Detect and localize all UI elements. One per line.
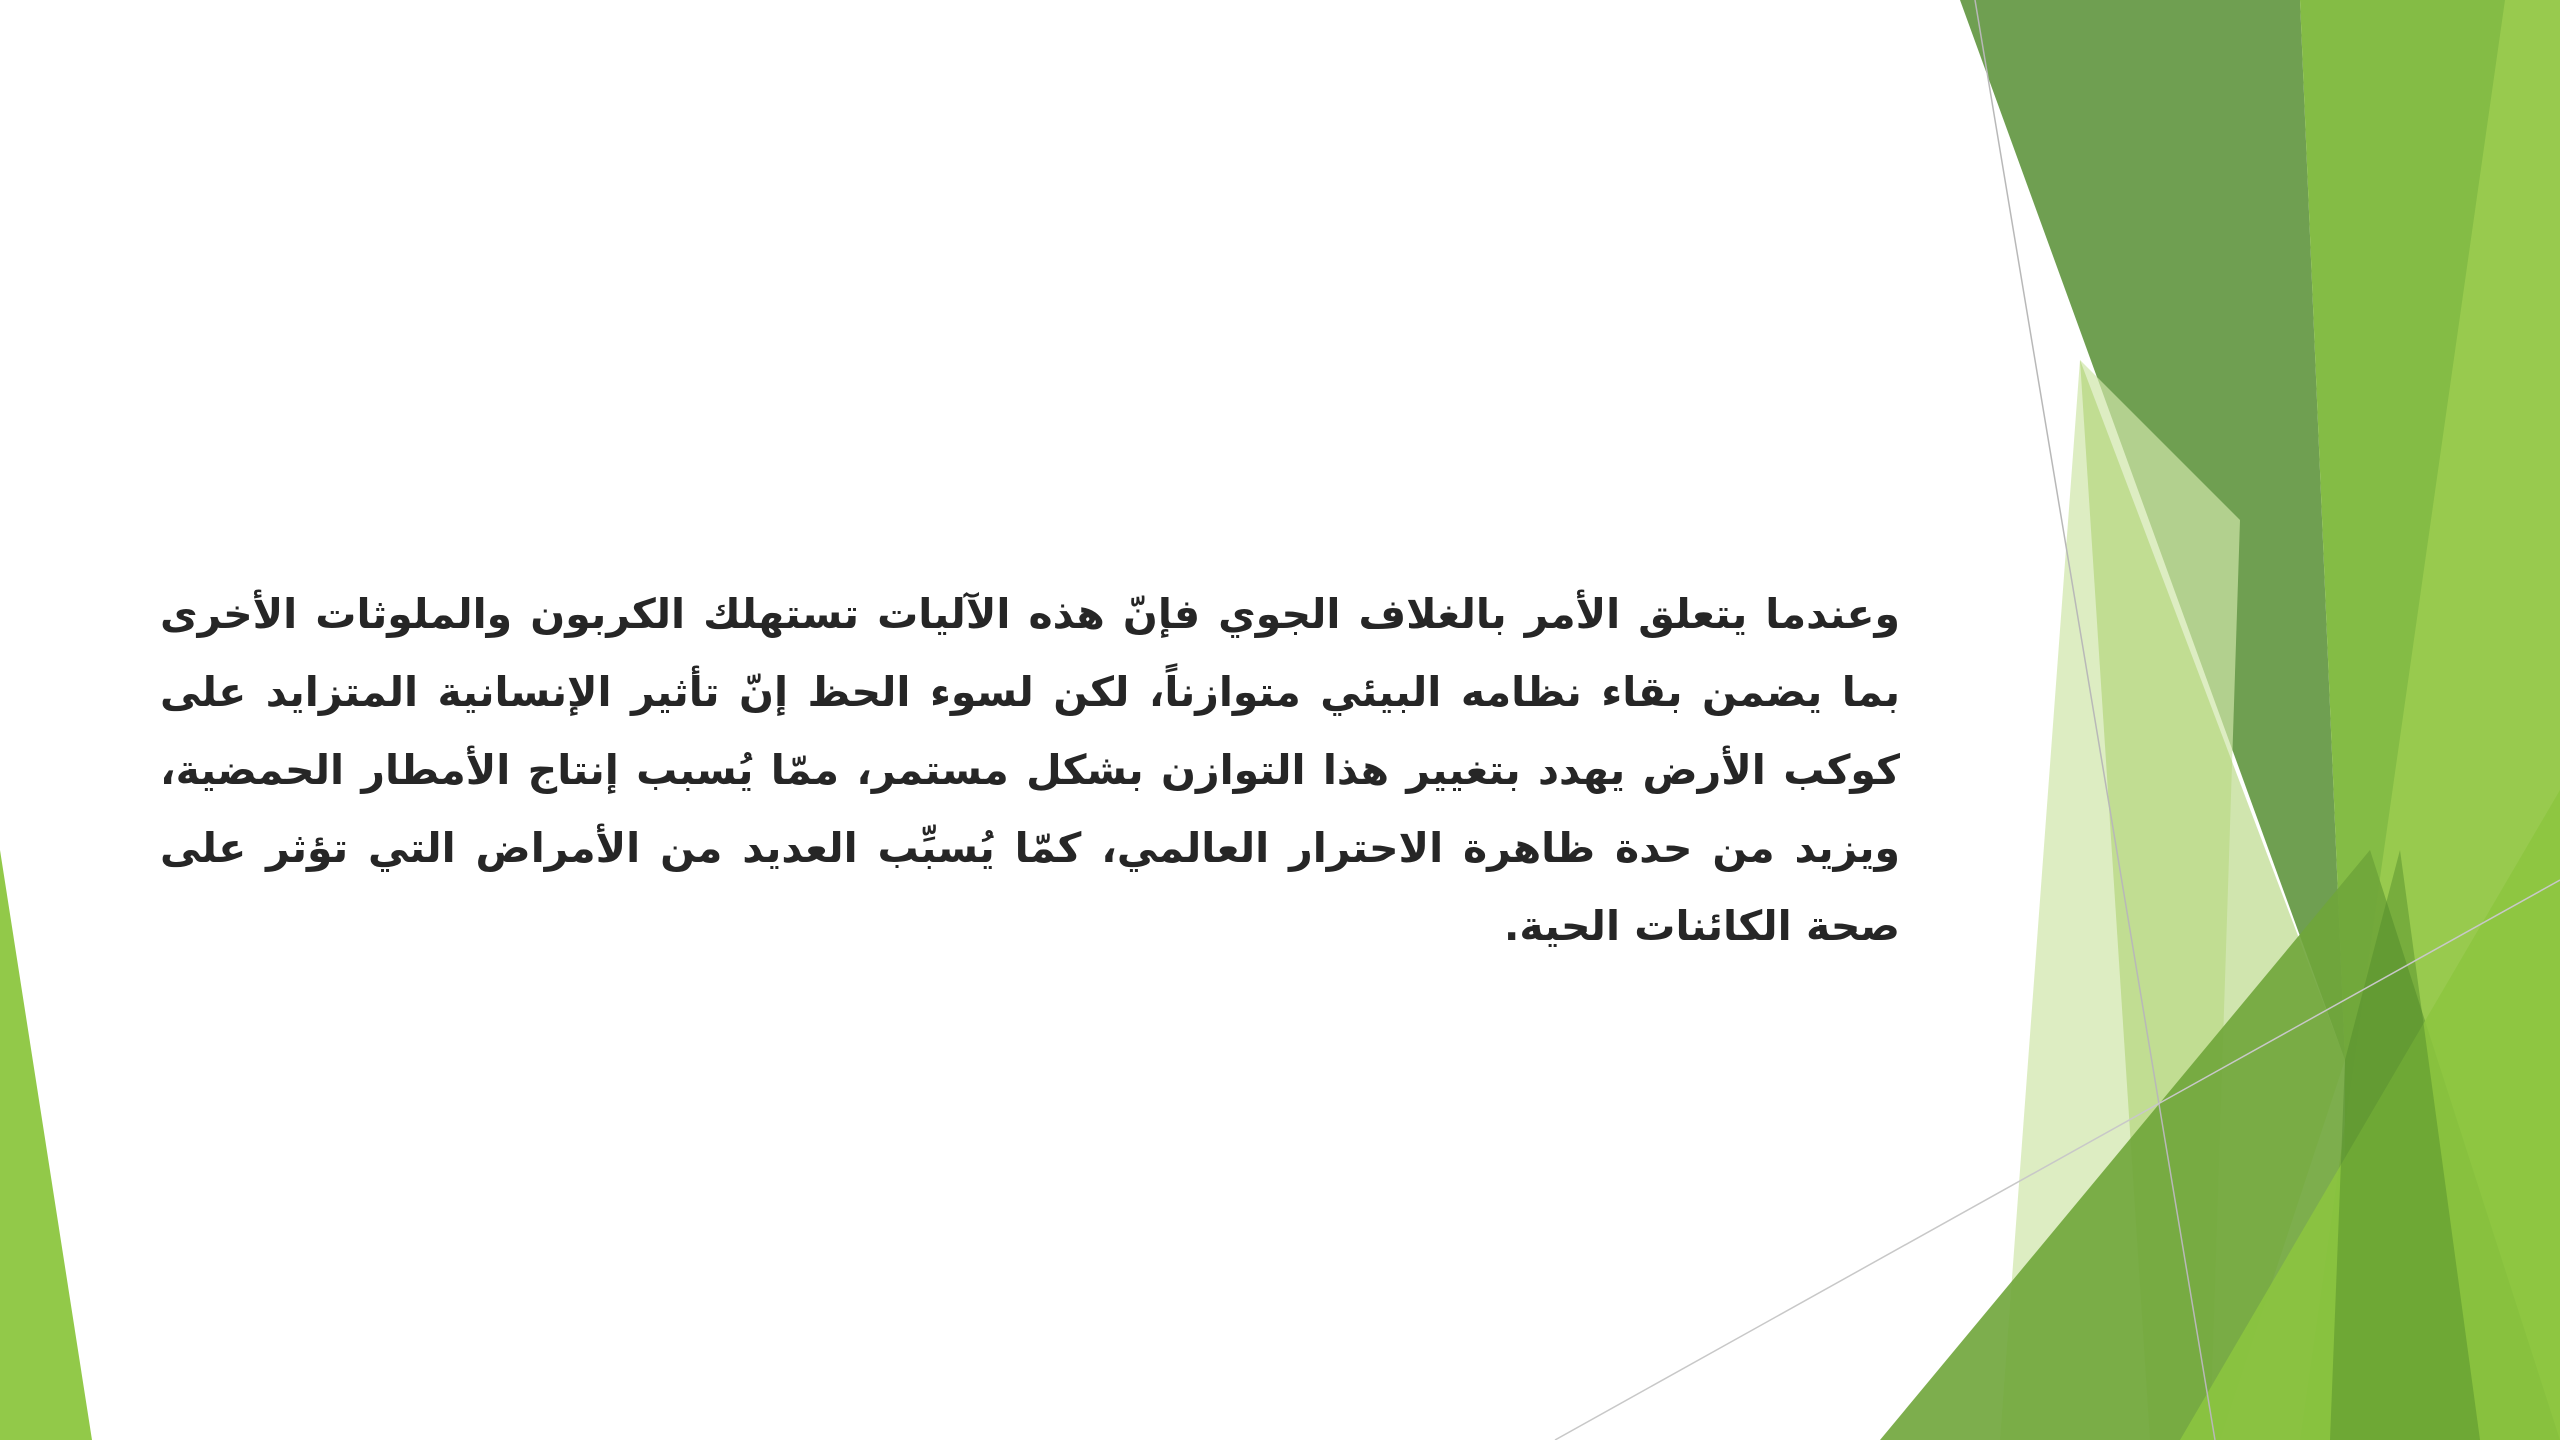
left-green-sliver — [0, 850, 92, 1440]
slide-body-paragraph: وعندما يتعلق الأمر بالغلاف الجوي فإنّ هذه الآليات تستهلك الكربون والملوثات الأخرى بما يضمن بقاء نظامه البيئي متوازناً، لكن لسوء الحظ إنّ تأثير الإنسانية المتزايد على كوكب الأرض يهدد بتغيير هذا التوازن بشكل مستمر، ممّا يُسبب إنتاج الأمطار الحمضية، ويزيد من حدة ظاهرة الاحترار العالمي، كمّا يُسبِّب العديد من الأمراض التي تؤثر على صحة الكائنات الحية. — [160, 590, 1900, 950]
